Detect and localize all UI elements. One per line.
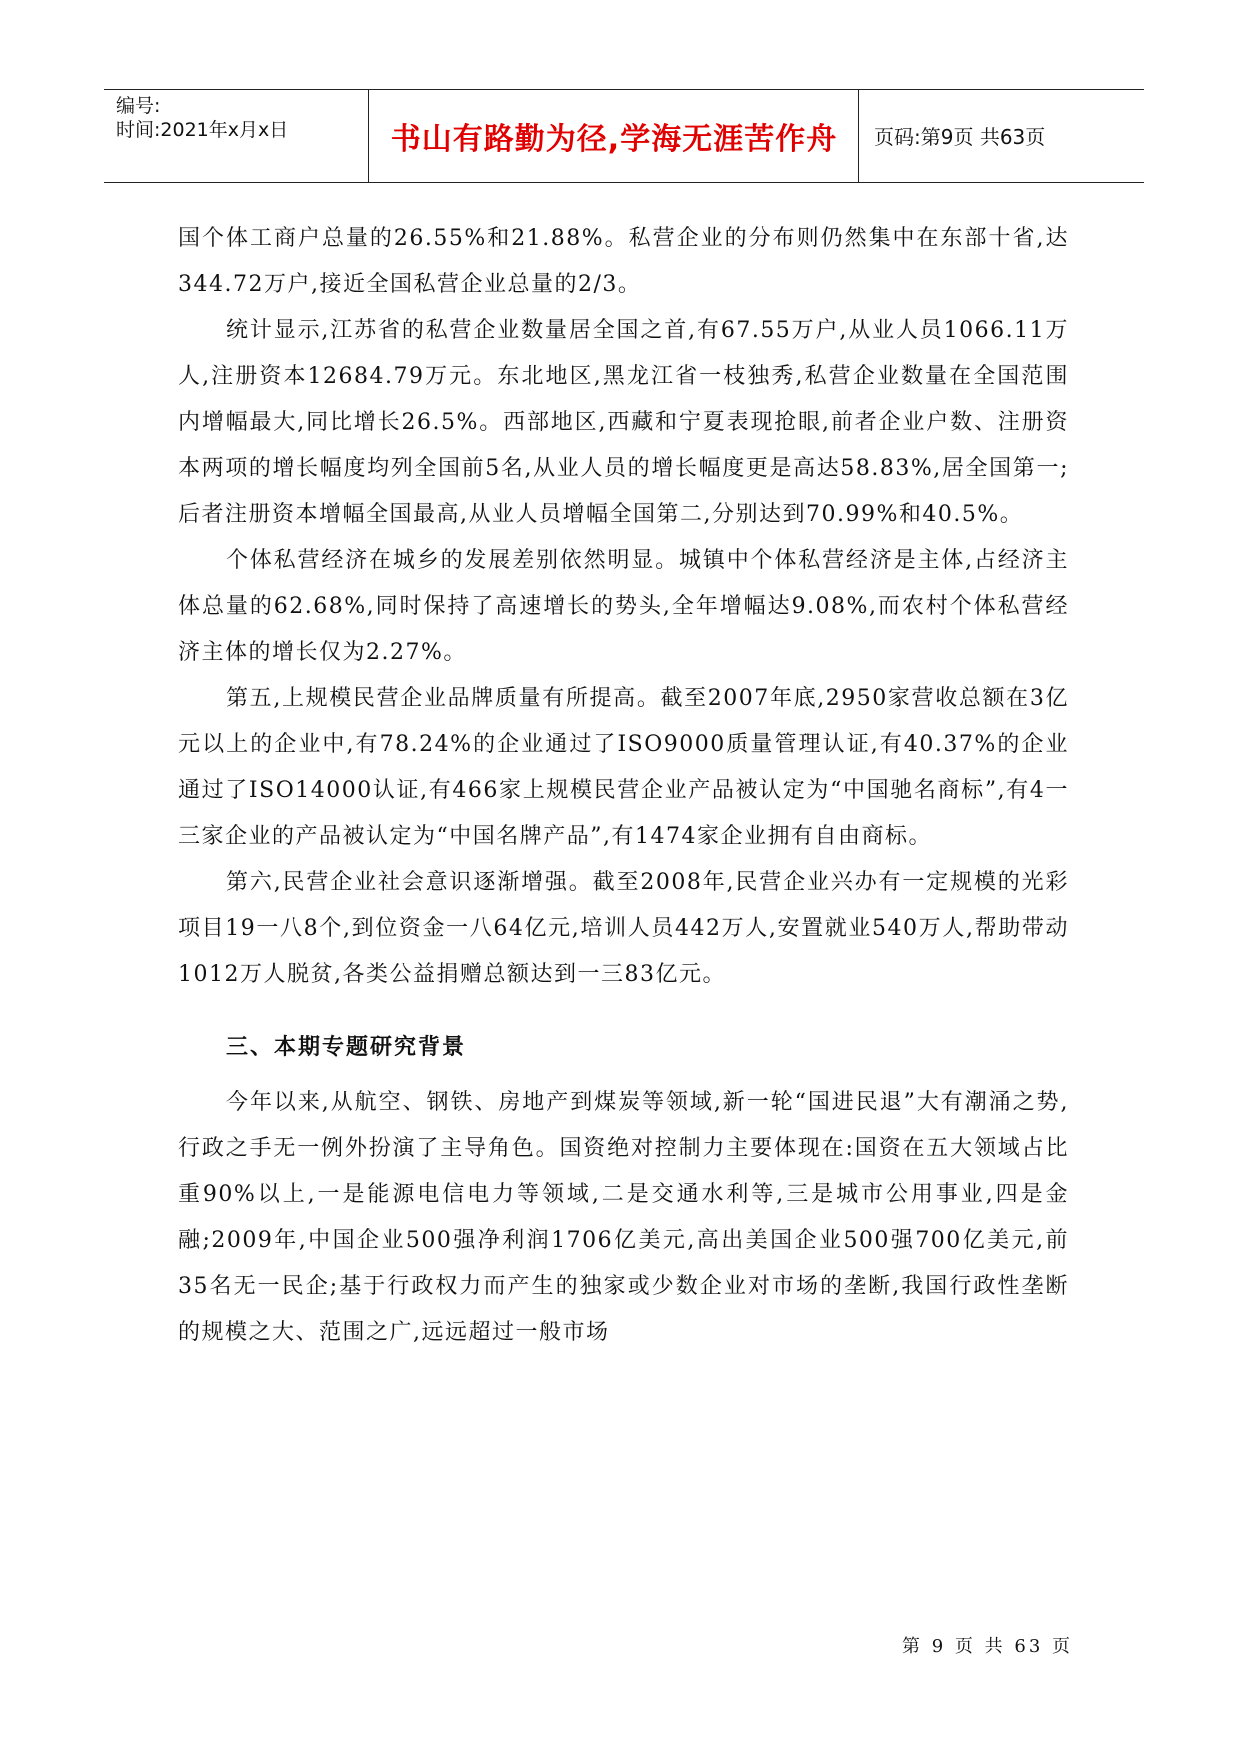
document-body <box>178 216 1069 1356</box>
body-paragraph: 第五,上规模民营企业品牌质量有所提高。截至2007年底,2950家营收总额在3亿元以上的企业中,有78.24%的企业通过了ISO9000质量管理认证,有40.37%的企业通过了ISO14000认证,有466家上规模民营企业产品被认定为“中国驰名商标”,有4一三家企业的产品被认定为“中国名牌产品”,有1474家企业拥有自由商标。 <box>178 686 1069 849</box>
page-footer: 第 9 页 共 63 页 <box>902 1636 1073 1657</box>
body-paragraph: 统计显示,江苏省的私营企业数量居全国之首,有67.55万户,从业人员1066.11万人,注册资本12684.79万元。东北地区,黑龙江省一枝独秀,私营企业数量在全国范围内增幅最大,同比增长26.5%。西部地区,西藏和宁夏表现抢眼,前者企业户数、注册资本两项的增长幅度均列全国前5名,从业人员的增长幅度更是高达58.83%,居全国第一;后者注册资本增幅全国最高,从业人员增幅全国第二,分别达到70.99%和40.5%。 <box>178 318 1069 527</box>
header-divider <box>858 90 859 182</box>
body-paragraph: 个体私营经济在城乡的发展差别依然明显。城镇中个体私营经济是主体,占经济主体总量的62.68%,同时保持了高速增长的势头,全年增幅达9.08%,而农村个体私营经济主体的增长仅为2.27%。 <box>178 548 1069 665</box>
section-heading: 三、本期专题研究背景 <box>226 1034 467 1060</box>
header-meta <box>116 94 371 142</box>
body-paragraph: 国个体工商户总量的26.55%和21.88%。私营企业的分布则仍然集中在东部十省,达344.72万户,接近全国私营企业总量的2/3。 <box>178 226 1069 297</box>
body-paragraph: 今年以来,从航空、钢铁、房地产到煤炭等领域,新一轮“国进民退”大有潮涌之势,行政之手无一例外扮演了主导角色。国资绝对控制力主要体现在:国资在五大领域占比重90%以上,一是能源电信电力等领域,二是交通水利等,三是城市公用事业,四是金融;2009年,中国企业500强净利润1706亿美元,高出美国企业500强700亿美元,前35名无一民企;基于行政权力而产生的独家或少数企业对市场的垄断,我国行政性垄断的规模之大、范围之广,远远超过一般市场 <box>178 1090 1069 1345</box>
header-motto: 书山有路勤为径,学海无涯苦作舟 <box>390 121 838 157</box>
header-divider <box>368 90 369 182</box>
header-page-info: 页码:第9页 共63页 <box>874 125 1046 149</box>
document-time-label: 时间:2021年x月x日 <box>116 119 289 141</box>
document-number-label: 编号: <box>116 95 161 117</box>
body-paragraph: 第六,民营企业社会意识逐渐增强。截至2008年,民营企业兴办有一定规模的光彩项目19一八8个,到位资金一八64亿元,培训人员442万人,安置就业540万人,帮助带动1012万人脱贫,各类公益捐赠总额达到一三83亿元。 <box>178 870 1069 987</box>
page-header <box>104 89 1144 183</box>
